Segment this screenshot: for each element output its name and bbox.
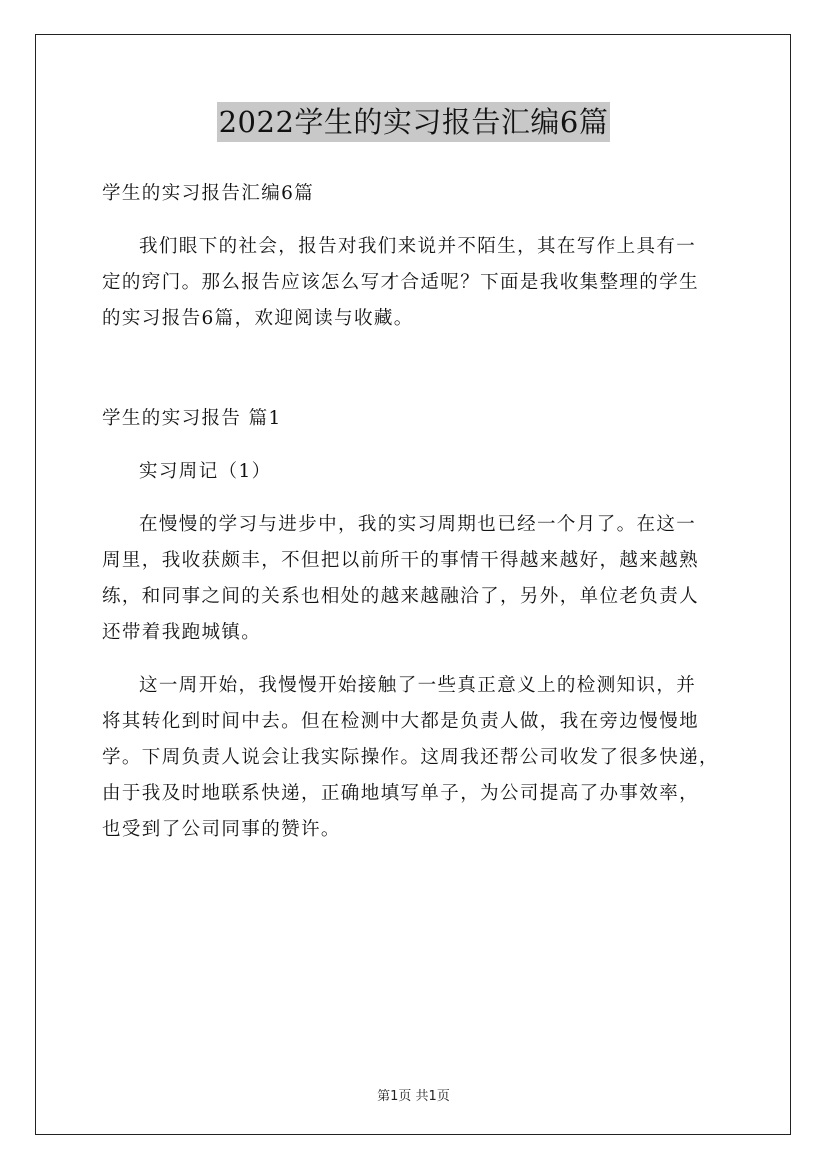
text-line: 我们眼下的社会，报告对我们来说并不陌生，其在写作上具有一	[139, 236, 697, 257]
text-line: 周里，我收获颇丰，不但把以前所干的事情干得越来越好，越来越熟	[102, 550, 700, 571]
text-line: 练，和同事之间的关系也相处的越来越融洽了，另外，单位老负责人	[102, 586, 700, 607]
title-container	[0, 102, 827, 142]
intro-paragraph	[102, 229, 742, 337]
document-subtitle: 学生的实习报告汇编6篇	[102, 183, 315, 204]
document-title: 2022学生的实习报告汇编6篇	[217, 102, 611, 142]
page-number: 第1页 共1页	[377, 1089, 450, 1104]
body-paragraph-1	[102, 507, 742, 651]
text-line: 定的窍门。那么报告应该怎么写才合适呢？下面是我收集整理的学生	[102, 272, 700, 293]
section-heading: 学生的实习报告 篇1	[102, 408, 282, 429]
document-body	[102, 176, 742, 848]
text-line: 学。下周负责人说会让我实际操作。这周我还帮公司收发了很多快递，	[102, 747, 719, 768]
page-footer	[0, 1085, 827, 1104]
text-line: 由于我及时地联系快递，正确地填写单子，为公司提高了办事效率，	[102, 783, 700, 804]
text-line: 也受到了公司同事的赞许。	[102, 819, 341, 840]
text-line: 还带着我跑城镇。	[102, 622, 262, 643]
section-subheading: 实习周记（1）	[139, 461, 272, 482]
text-line: 这一周开始，我慢慢开始接触了一些真正意义上的检测知识，并	[139, 675, 697, 696]
text-line: 在慢慢的学习与进步中，我的实习周期也已经一个月了。在这一	[139, 514, 697, 535]
body-paragraph-2	[102, 668, 742, 848]
text-line: 的实习报告6篇，欢迎阅读与收藏。	[102, 308, 414, 329]
text-line: 将其转化到时间中去。但在检测中大都是负责人做，我在旁边慢慢地	[102, 711, 700, 732]
